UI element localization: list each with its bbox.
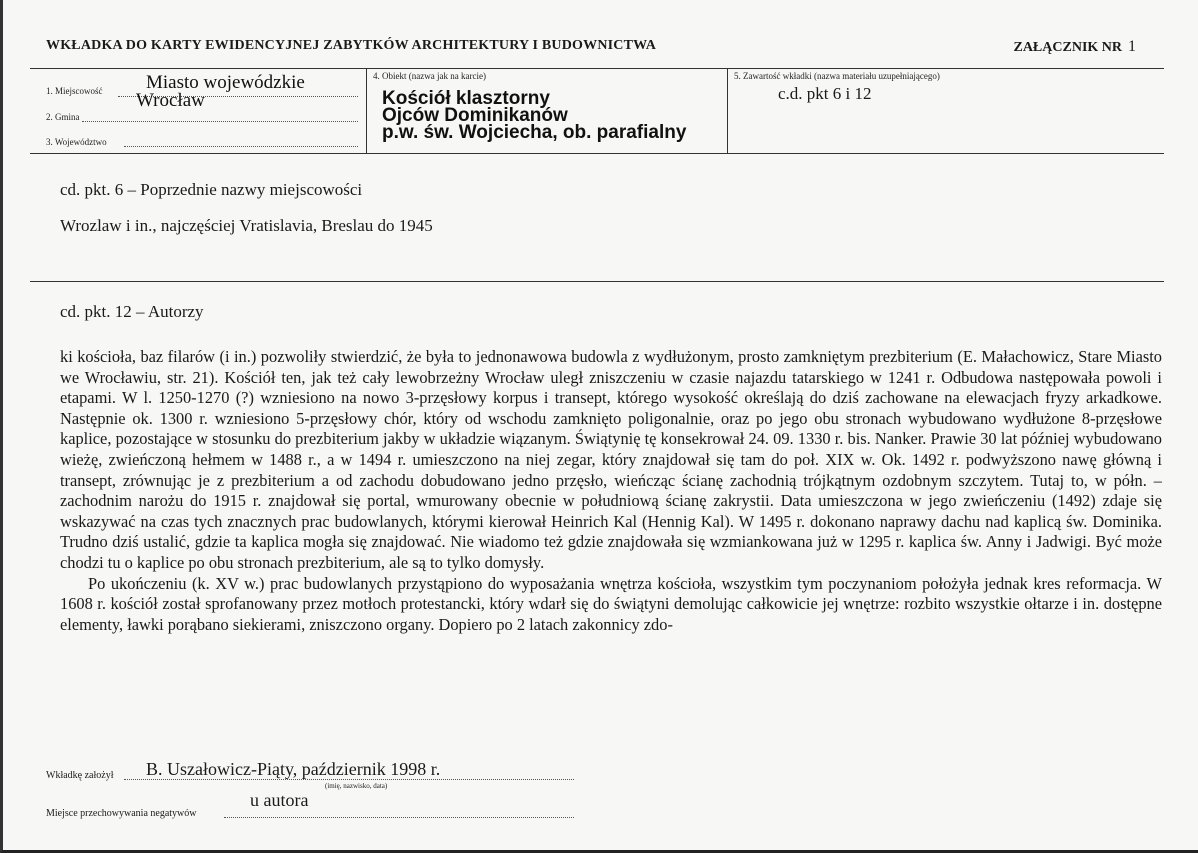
annex-label xyxy=(1013,38,1136,56)
locality-value-line1: Miasto wojewódzkie xyxy=(146,72,305,93)
object-name-line1: Kościół klasztorny xyxy=(382,88,550,109)
author-value: B. Uszałowicz-Piąty, październik 1998 r. xyxy=(146,759,441,779)
section2-paragraph2: Po ukończeniu (k. XV w.) prac budowlanych przystąpiono do wyposażania wnętrza kościoła, wszystkim tym poczynaniom położyła jednak kres reformacja. W 1608 r. kościół został sprofanowany przez motłoch protestancki, który wdarł się do świątyni demolując całkowicie jej wnętrze: rozbito wszystkie ołtarze i in. dostępne elementy, ławki porąbano siekierami, zniszczono organy. Dopiero po 2 latach zakonnicy zdo- xyxy=(60,573,1162,634)
commune-dotted-line xyxy=(82,121,358,122)
object-name-line3: p.w. św. Wojciecha, ob. parafialny xyxy=(382,122,687,143)
box-divider-2 xyxy=(727,68,728,153)
object-label: 4. Obiekt (nazwa jak na karcie) xyxy=(373,71,486,81)
section2-heading: cd. pkt. 12 – Autorzy xyxy=(60,302,204,321)
section1-heading: cd. pkt. 6 – Poprzednie nazwy miejscowości xyxy=(60,180,363,199)
section2-paragraph1: ki kościoła, baz filarów (i in.) pozwoliły stwierdzić, że była to jednonawowa budowla z wydłużonym, prosto zamkniętym prezbiterium (E. Małachowicz, Stare Miasto we Wrocławiu, str. 21). Kościół ten, jak też cały lewobrzeżny Wrocław uległ zniszczeniu w czasie najazdu tatarskiego w 1241 r. Odbudowa następowała powoli i etapami. W l. 1250-1270 (?) wzniesiono na nowo 3-przęsłowy korpus i transept, którego wysokość określają do dziś zachowane na elewacjach fryzy arkadkowe. Następnie ok. 1300 r. wzniesiono 5-przęsłowy chór, który od wschodu zamknięto poligonalnie, oraz po jego obu stronach wybudowano wydłużone 8-przęsłowe kaplice, pozostające w stosunku do prezbiterium jakby w układzie wiązanym. Świątynię tę konsekrował 24. 09. 1330 r. bis. Nanker. Prawie 30 lat później wybudowano wieżę, zwieńczoną hełmem w 1488 r., a w 1494 r. umieszczono na niej zegar, który znajdował się tam do poł. XIX w. Ok. 1492 r. podwyższono nawę główną i transept, zrównując je z prezbiterium a od zachodu dobudowano jedno przęsło, wieńcząc ścianę zachodnią trójkątnym ozdobnym szczytem. Tutaj to, w półn. –zachodnim narożu do 1915 r. znajdował się portal, wmurowany obecnie w południową ścianę zakrystii. Data umieszczona w jego zwieńczeniu (1492) zdaje się wskazywać na czas tych znacznych prac budowlanych, którymi kierował Heinrich Kal (Hennig Kal). W 1495 r. dokonano naprawy dachu nad kaplicą św. Dominika. Trudno dziś ustalić, gdzie ta kaplica mogła się znajdować. Nie wiadomo też gdzie znajdowała się wzmiankowana już w 1295 r. kaplica św. Anny i Jadwigi. Być może chodzi tu o kaplice po obu stronach prezbiterium, ale są to tylko domysły. xyxy=(60,347,1162,572)
box-divider-1 xyxy=(366,68,367,153)
object-name-line2: Ojców Dominikanów xyxy=(382,105,568,126)
content-label: 5. Zawartość wkładki (nazwa materiału uzupełniającego) xyxy=(734,71,940,81)
locality-value-line2: Wrocław xyxy=(136,90,205,111)
section2-body xyxy=(60,347,1162,635)
voivodeship-label: 3. Województwo xyxy=(46,137,107,147)
content-value: c.d. pkt 6 i 12 xyxy=(778,84,872,103)
box-top-rule xyxy=(30,68,1164,69)
author-hint: (imię, nazwisko, data) xyxy=(325,782,388,790)
commune-label: 2. Gmina xyxy=(46,112,80,122)
form-title: WKŁADKA DO KARTY EWIDENCYJNEJ ZABYTKÓW ARCHITEKTURY I BUDOWNICTWA xyxy=(46,38,657,53)
negatives-value: u autora xyxy=(250,790,309,810)
box-bottom-rule xyxy=(30,153,1164,154)
author-label: Wkładkę założył xyxy=(46,770,114,781)
negatives-dotted-line xyxy=(224,817,574,818)
negatives-label: Miejsce przechowywania negatywów xyxy=(46,808,197,819)
voivodeship-dotted-line xyxy=(124,146,358,147)
annex-number: 1 xyxy=(1128,38,1136,55)
section-divider xyxy=(30,281,1164,282)
annex-label-text: ZAŁĄCZNIK NR xyxy=(1013,40,1122,55)
section1-text: Wrozlaw i in., najczęściej Vratislavia, Breslau do 1945 xyxy=(60,216,433,235)
locality-label: 1. Miejscowość xyxy=(46,86,103,96)
